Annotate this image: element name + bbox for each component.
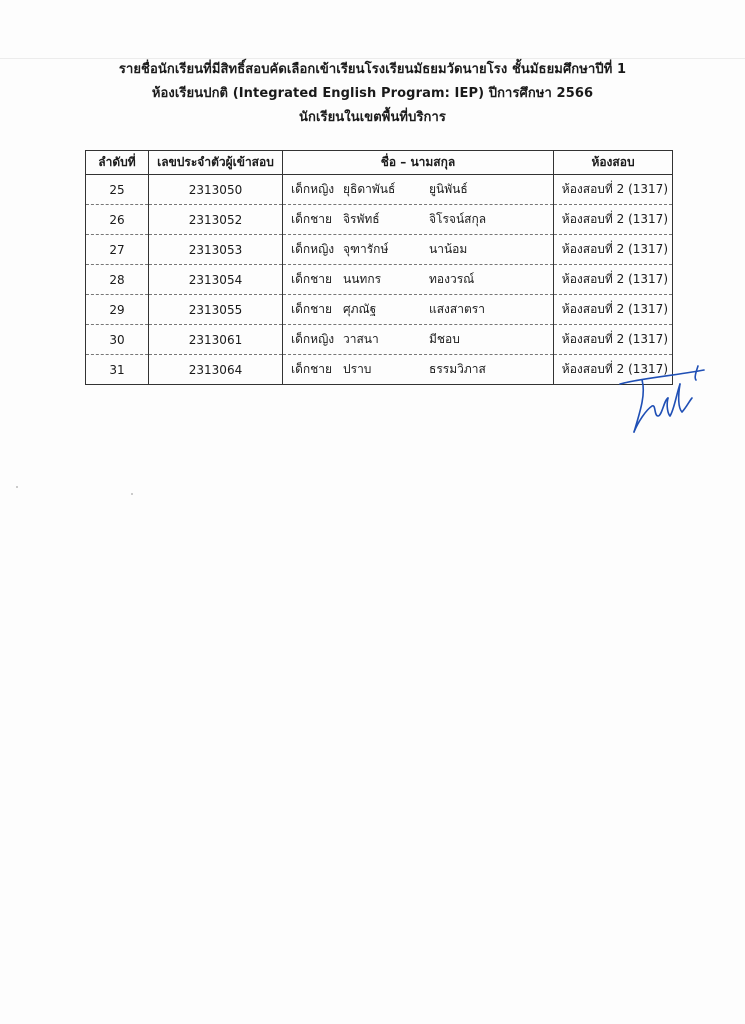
cell-no: 25 — [86, 175, 149, 205]
last-name: นาน้อม — [429, 242, 468, 256]
table-row — [86, 295, 673, 325]
cell-id: 2313053 — [149, 235, 283, 265]
student-table — [85, 150, 673, 385]
col-header-id: เลขประจำตัวผู้เข้าสอบ — [149, 151, 283, 175]
name-prefix: เด็กชาย — [291, 272, 333, 286]
table-row — [86, 175, 673, 205]
name-prefix: เด็กหญิง — [291, 332, 335, 346]
cell-id: 2313064 — [149, 355, 283, 385]
first-name: นนทกร — [343, 272, 382, 286]
cell-room: ห้องสอบที่ 2 (1317) — [554, 295, 673, 325]
cell-name — [283, 235, 554, 265]
handwritten-signature — [612, 360, 712, 440]
name-prefix: เด็กชาย — [291, 302, 333, 316]
table-row — [86, 325, 673, 355]
cell-id: 2313061 — [149, 325, 283, 355]
cell-id: 2313054 — [149, 265, 283, 295]
cell-room: ห้องสอบที่ 2 (1317) — [554, 175, 673, 205]
cell-name — [283, 205, 554, 235]
cell-room: ห้องสอบที่ 2 (1317) — [554, 265, 673, 295]
cell-room: ห้องสอบที่ 2 (1317) — [554, 235, 673, 265]
first-name: ศุภณัฐ — [343, 302, 377, 316]
first-name: ปราบ — [343, 362, 372, 376]
cell-no: 30 — [86, 325, 149, 355]
first-name: ยุธิดาพันธ์ — [343, 182, 396, 196]
first-name: วาสนา — [343, 332, 379, 346]
last-name: แสงสาตรา — [429, 302, 485, 316]
document-header — [0, 58, 745, 130]
cell-name — [283, 355, 554, 385]
first-name: จิรพัทธ์ — [343, 212, 380, 226]
last-name: ยูนิพันธ์ — [429, 182, 468, 196]
cell-no: 26 — [86, 205, 149, 235]
cell-name — [283, 265, 554, 295]
cell-no: 27 — [86, 235, 149, 265]
table-row — [86, 205, 673, 235]
table-row — [86, 265, 673, 295]
last-name: มีชอบ — [429, 332, 460, 346]
table-header-row — [86, 151, 673, 175]
cell-no: 31 — [86, 355, 149, 385]
table-row — [86, 235, 673, 265]
cell-room: ห้องสอบที่ 2 (1317) — [554, 205, 673, 235]
col-header-room: ห้องสอบ — [554, 151, 673, 175]
scan-speck — [16, 486, 18, 488]
cell-name — [283, 325, 554, 355]
name-prefix: เด็กชาย — [291, 362, 333, 376]
last-name: ธรรมวิภาส — [429, 362, 486, 376]
cell-id: 2313055 — [149, 295, 283, 325]
first-name: จุฑารักษ์ — [343, 242, 389, 256]
cell-room: ห้องสอบที่ 2 (1317) — [554, 355, 673, 385]
name-prefix: เด็กชาย — [291, 212, 333, 226]
title-line-3: นักเรียนในเขตพื้นที่บริการ — [298, 110, 446, 125]
title-line-1: รายชื่อนักเรียนที่มีสิทธิ์สอบคัดเลือกเข้าเรียนโรงเรียนมัธยมวัดนายโรง ชั้นมัธยมศึกษาปีที่ 1 — [118, 62, 627, 77]
col-header-name: ชื่อ – นามสกุล — [283, 151, 554, 175]
cell-no: 28 — [86, 265, 149, 295]
title-line-2: ห้องเรียนปกติ (Integrated English Program: IEP) ปีการศึกษา 2566 — [151, 86, 594, 101]
name-prefix: เด็กหญิง — [291, 242, 335, 256]
cell-room: ห้องสอบที่ 2 (1317) — [554, 325, 673, 355]
name-prefix: เด็กหญิง — [291, 182, 335, 196]
last-name: จิโรจน์สกุล — [429, 212, 487, 226]
col-header-no: ลำดับที่ — [86, 151, 149, 175]
table-row — [86, 355, 673, 385]
last-name: ทองวรณ์ — [429, 272, 475, 286]
cell-name — [283, 175, 554, 205]
cell-no: 29 — [86, 295, 149, 325]
cell-id: 2313052 — [149, 205, 283, 235]
cell-id: 2313050 — [149, 175, 283, 205]
cell-name — [283, 295, 554, 325]
scan-speck — [131, 493, 133, 495]
